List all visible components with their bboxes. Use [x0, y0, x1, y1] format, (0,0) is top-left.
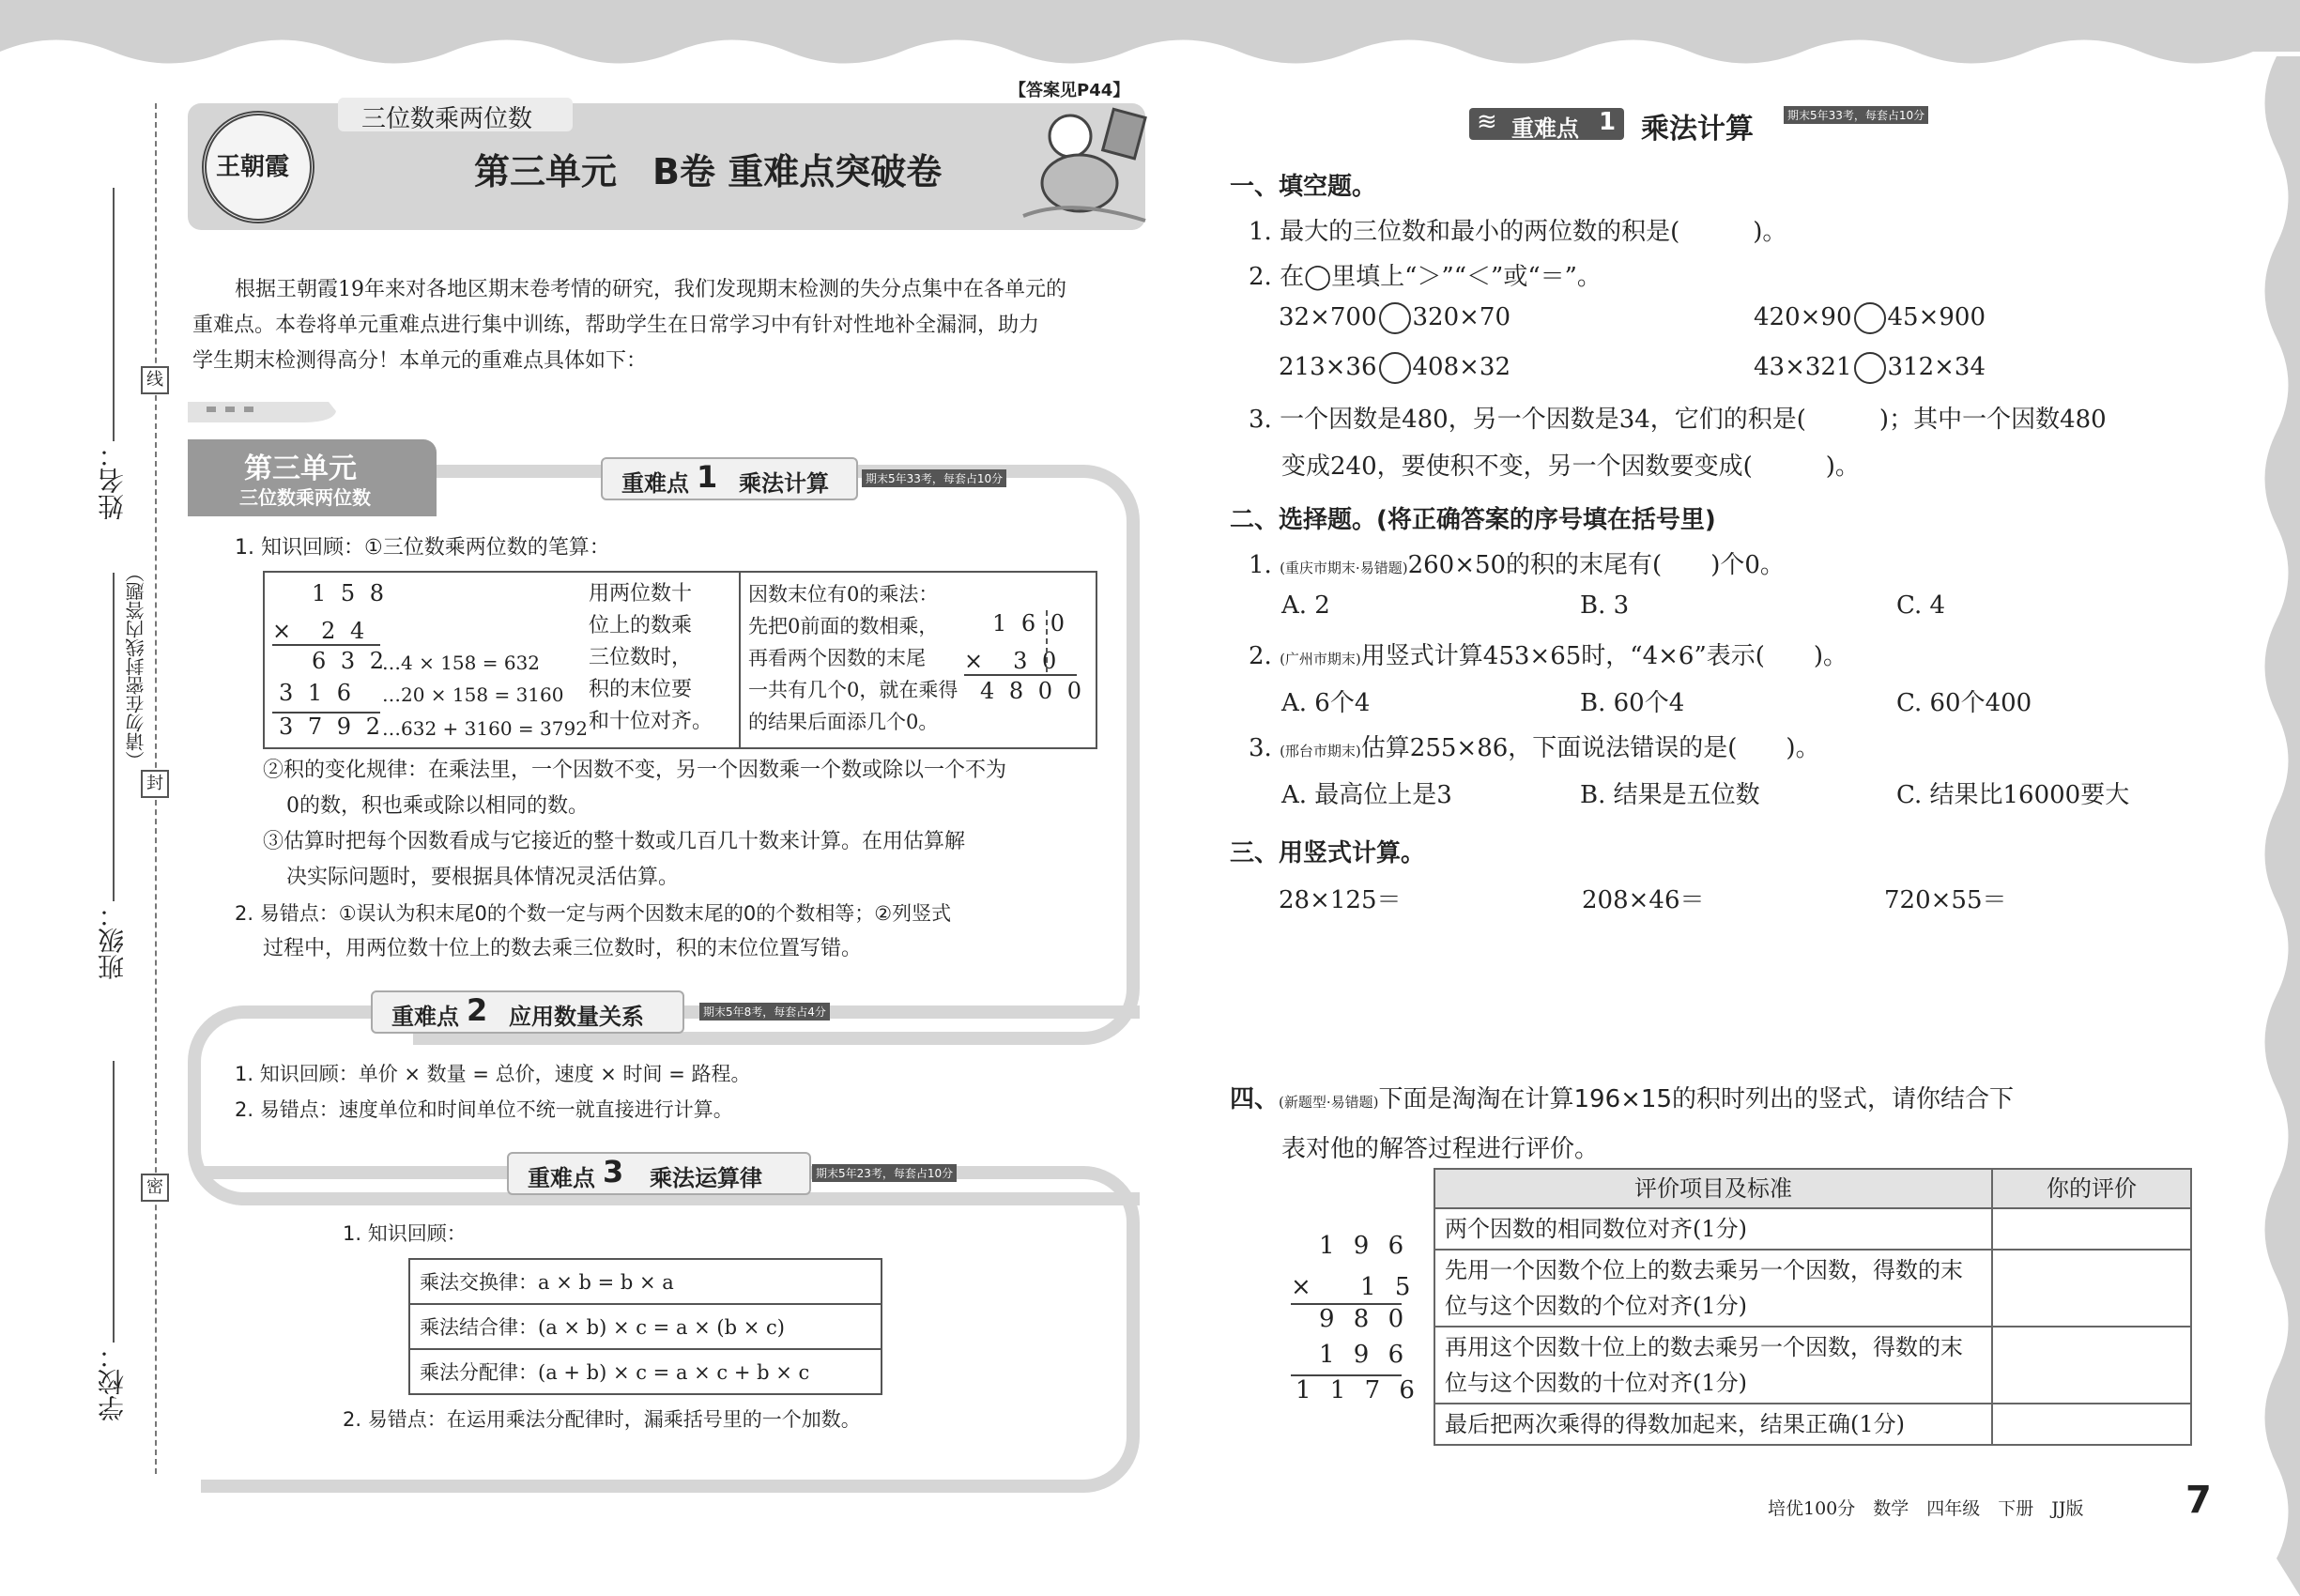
class-label: 班级： — [97, 901, 128, 980]
cmp-2 — [1754, 302, 1986, 334]
mid-text-1: 用两位数十 — [589, 582, 693, 606]
section4-number: 四、 — [1230, 1085, 1280, 1113]
calc-row-2: × 2 4 — [272, 618, 369, 644]
footer-text: 培优100分 数学 四年级 下册 JJ版 — [1768, 1498, 2084, 1519]
name-blank-line — [113, 188, 115, 441]
answer-reference: 【答案见P44】 — [1009, 81, 1130, 100]
evaluation-cell-2[interactable] — [1992, 1250, 2191, 1327]
kp1-item3-b: 决实际问题时，要根据具体情况灵活估算。 — [286, 866, 680, 889]
right-tag-prefix: 重难点 — [1511, 115, 1579, 142]
zero-calc-split — [1046, 610, 1048, 672]
calc-note-3: …632 + 3160 = 3792 — [382, 717, 588, 740]
calc-row-5: 3 7 9 2 — [279, 714, 384, 740]
kp1-item2-b: 0的数，积也乘或除以相同的数。 — [286, 794, 589, 818]
section4-text-a: 下面是淘淘在计算196×15的积时列出的竖式，请你结合下 — [1378, 1085, 2014, 1113]
kp3-number: 3 — [603, 1154, 624, 1189]
school-blank-line — [113, 1061, 115, 1343]
section2 — [1230, 498, 1785, 591]
kp3-tag — [507, 1152, 811, 1195]
c2-opt-c[interactable]: C. 60个400 — [1896, 689, 2032, 717]
cmp-3-right: 408×32 — [1412, 353, 1510, 381]
method-box-divider — [739, 573, 741, 747]
zero-calc-rule — [964, 674, 1077, 676]
logo-text: 王朝霞 — [216, 153, 290, 181]
zero-rule-text — [748, 578, 958, 738]
mid-text-2: 位上的数乘 — [589, 614, 693, 637]
cmp-4 — [1754, 352, 1986, 384]
c2-source: (广州市期末) — [1280, 651, 1361, 668]
c2: 2. (广州市期末)用竖式计算453×65时，“4×6”表示( )。 — [1249, 642, 1848, 670]
table-row — [1434, 1404, 2191, 1445]
law-associative: 乘法结合律：(a × b) × c = a × (b × c) — [409, 1304, 882, 1349]
right-section-note: 期末5年33考，每套占10分 — [1784, 106, 1928, 124]
zero-text-2: 先把0前面的数相乘， — [748, 615, 939, 637]
table-header-criteria: 评价项目及标准 — [1434, 1169, 1992, 1208]
page-number: 7 — [2185, 1479, 2212, 1522]
section4-text-b: 表对他的解答过程进行评价。 — [1281, 1135, 1600, 1163]
intro-line-1: 根据王朝霞19年来对各地区期末卷考情的研究，我们发现期末检测的失分点集中在各单元的 — [235, 278, 1066, 301]
kp1-review-intro: 1. 知识回顾：①三位数乘两位数的笔算： — [235, 536, 610, 560]
c1: 1. (重庆市期末·易错题)260×50的积的末尾有( )个0。 — [1249, 551, 1785, 579]
class-blank-line — [113, 573, 115, 901]
cmp-2-left: 420×90 — [1754, 303, 1852, 331]
kp2-prefix: 重难点 — [391, 1004, 459, 1030]
student-calc-row-1: 1 9 6 — [1319, 1232, 1410, 1260]
student-calc-row-3: 9 8 0 — [1319, 1305, 1410, 1333]
cmp-1-circle[interactable] — [1379, 302, 1411, 334]
kp3-title: 乘法运算律 — [650, 1165, 762, 1191]
vertical-calc-1: 28×125＝ — [1279, 886, 1402, 914]
calc-row-3: 6 3 2 — [312, 648, 389, 674]
unit-badge-title: 第三单元 — [244, 453, 357, 485]
zero-text-5: 的结果后面添几个0。 — [748, 711, 939, 733]
c1-source: (重庆市期末·易错题) — [1280, 560, 1408, 576]
right-content — [1230, 164, 2206, 299]
cmp-1 — [1279, 302, 1510, 334]
calc-row-1: 1 5 8 — [312, 580, 389, 606]
c3-source: (邢台市期末) — [1280, 743, 1361, 760]
right-tag-icon: ≋ — [1477, 108, 1497, 136]
kp1-title: 乘法计算 — [739, 470, 829, 497]
table-header-evaluation: 你的评价 — [1992, 1169, 2191, 1208]
kp1-item3-a: ③估算时把每个因数看成与它接近的整十数或几百几十数来计算。在用估算解 — [263, 830, 966, 853]
q1: 1. 最大的三位数和最小的两位数的积是( )。 — [1249, 218, 1787, 246]
vertical-calc-3: 720×55＝ — [1884, 886, 2007, 914]
calc-note-1: …4 × 158 = 632 — [382, 652, 541, 674]
zero-calc-row-3: 4 8 0 0 — [980, 678, 1085, 704]
section1-heading: 一、填空题。 — [1230, 173, 1377, 201]
criterion-2: 先用一个因数个位上的数去乘另一个因数，得数的末位与这个因数的个位对齐(1分) — [1434, 1250, 1992, 1327]
evaluation-cell-1[interactable] — [1992, 1208, 2191, 1250]
q2: 2. 在◯里填上“＞”“＜”或“＝”。 — [1249, 263, 1602, 291]
page-wave-border — [0, 0, 2300, 75]
c1-opt-a[interactable]: A. 2 — [1281, 591, 1330, 620]
kp3-note: 期末5年23考，每套占10分 — [812, 1164, 957, 1182]
zero-calc-row-1: 1 6 0 — [992, 610, 1069, 637]
section2-heading: 二、选择题。(将正确答案的序号填在括号里) — [1230, 506, 1716, 534]
margin-dense-char: 密 — [141, 1174, 169, 1202]
table-row — [1434, 1250, 2191, 1327]
kp1-tag — [601, 457, 858, 500]
cmp-3-left: 213×36 — [1279, 353, 1377, 381]
kp2-note: 期末5年8考，每套占4分 — [699, 1003, 830, 1021]
law-commutative: 乘法交换律：a × b = b × a — [409, 1259, 882, 1304]
cmp-1-right: 320×70 — [1412, 303, 1510, 331]
evaluation-cell-4[interactable] — [1992, 1404, 2191, 1445]
c3-text: 估算255×86，下面说法错误的是( )。 — [1360, 734, 1820, 762]
kp1-number: 1 — [697, 459, 718, 495]
kp1-err-b: 过程中，用两位数十位上的数去乘三位数时，积的末位位置写错。 — [263, 937, 863, 960]
section3-heading: 三、用竖式计算。 — [1230, 839, 1426, 867]
kp3-review: 1. 知识回顾： — [343, 1222, 467, 1245]
intro-line-3: 学生期末检测得高分！本单元的重难点具体如下： — [192, 349, 648, 373]
section4-source: (新题型·易错题) — [1279, 1094, 1379, 1111]
q3-line-b: 变成240，要使积不变，另一个因数要变成( )。 — [1281, 453, 1860, 481]
cmp-2-right: 45×900 — [1887, 303, 1986, 331]
c2-text: 用竖式计算453×65时，“4×6”表示( )。 — [1360, 642, 1848, 670]
section4-line-a — [1230, 1076, 2014, 1126]
kp2-number: 2 — [467, 992, 488, 1028]
kp3-err: 2. 易错点：在运用乘法分配律时，漏乘括号里的一个加数。 — [343, 1408, 861, 1431]
page-wave-right — [2239, 56, 2300, 1596]
c2-opt-a[interactable]: A. 6个4 — [1281, 689, 1371, 717]
publisher-logo — [202, 111, 314, 223]
evaluation-table — [1434, 1168, 2192, 1446]
q3-line-a: 3. 一个因数是480，另一个因数是34，它们的积是( )；其中一个因数480 — [1249, 406, 2107, 434]
calc-row-4: 3 1 6 — [279, 680, 356, 706]
kp2-line-1: 1. 知识回顾：单价 × 数量 = 总价，速度 × 时间 = 路程。 — [235, 1063, 751, 1085]
unit-badge — [188, 439, 437, 516]
evaluation-cell-3[interactable] — [1992, 1327, 2191, 1404]
cmp-1-left: 32×700 — [1279, 303, 1377, 331]
kp2-title: 应用数量关系 — [509, 1004, 644, 1030]
kp1-method-box — [263, 571, 1097, 749]
cmp-3-circle[interactable] — [1379, 352, 1411, 384]
cartoon-character-icon — [1014, 94, 1155, 225]
kp1-prefix: 重难点 — [621, 470, 689, 497]
calc-note-2: …20 × 158 = 3160 — [382, 683, 564, 706]
q3 — [1249, 396, 2107, 490]
right-tag-number: 1 — [1599, 108, 1617, 136]
intro-line-2: 重难点。本卷将单元重难点进行集中训练，帮助学生在日常学习中有针对性地补全漏洞，助力 — [192, 314, 1040, 337]
margin-line-char: 线 — [141, 366, 169, 394]
cmp-2-circle[interactable] — [1854, 302, 1886, 334]
c3-opt-c[interactable]: C. 结果比16000要大 — [1896, 781, 2130, 809]
criterion-1: 两个因数的相同数位对齐(1分) — [1434, 1208, 1992, 1250]
c2-opt-b[interactable]: B. 60个4 — [1580, 689, 1685, 717]
cmp-3 — [1279, 352, 1510, 384]
cmp-4-right: 312×34 — [1887, 353, 1986, 381]
kp3-prefix: 重难点 — [528, 1165, 595, 1191]
student-calc-row-5: 1 1 7 6 — [1296, 1376, 1420, 1404]
c3-opt-b[interactable]: B. 结果是五位数 — [1580, 781, 1760, 809]
kp2-tag — [371, 990, 684, 1034]
topic-label: 三位数乘两位数 — [361, 105, 533, 133]
page-title: 第三单元 B卷 重难点突破卷 — [474, 151, 943, 192]
right-section-title: 乘法计算 — [1641, 113, 1754, 146]
table-row — [1434, 1327, 2191, 1404]
zero-calc-row-2: × 3 0 — [964, 648, 1061, 674]
zero-text-1: 因数末位有0的乘法： — [748, 583, 939, 606]
school-label: 学校： — [97, 1343, 128, 1421]
kp1-item2-a: ②积的变化规律：在乘法里，一个因数不变，另一个因数乘一个数或除以一个不为 — [263, 759, 1007, 782]
c1-opt-c[interactable]: C. 4 — [1896, 591, 1946, 620]
calc-rule-1 — [272, 644, 380, 646]
criterion-4: 最后把两次乘得的得数加起来，结果正确(1分) — [1434, 1404, 1992, 1445]
unit-badge-subtitle: 三位数乘两位数 — [239, 486, 371, 509]
margin-notice: （请勿在密封线内答题） — [125, 563, 147, 770]
kp1-err-a: 2. 易错点：①误认为积末尾0的个数一定与两个因数末尾的0的个数相等；②列竖式 — [235, 902, 952, 925]
calc-explanation — [589, 578, 713, 738]
kp2-line-2: 2. 易错点：速度单位和时间单位不统一就直接进行计算。 — [235, 1098, 733, 1121]
c1-opt-b[interactable]: B. 3 — [1580, 591, 1630, 620]
laws-table — [408, 1258, 882, 1395]
section4 — [1230, 1076, 2014, 1173]
c3: 3. (邢台市期末)估算255×86，下面说法错误的是( )。 — [1249, 734, 1820, 762]
student-calc-row-2: × 1 5 — [1291, 1273, 1417, 1301]
cmp-4-left: 43×321 — [1754, 353, 1852, 381]
zero-text-3: 再看两个因数的末尾 — [748, 647, 926, 669]
c1-text: 260×50的积的末尾有( )个0。 — [1407, 551, 1785, 579]
right-tag — [1469, 108, 1624, 140]
mid-text-4: 积的末位要 — [589, 678, 693, 701]
criterion-3: 再用这个因数十位上的数去乘另一个因数，得数的末位与这个因数的十位对齐(1分) — [1434, 1327, 1992, 1404]
zero-text-4: 一共有几个0，就在乘得 — [748, 679, 958, 701]
student-calc-row-4: 1 9 6 — [1319, 1341, 1410, 1369]
cmp-4-circle[interactable] — [1854, 352, 1886, 384]
margin-seal-char: 封 — [141, 770, 169, 798]
train-icon — [188, 394, 338, 432]
vertical-calc-2: 208×46＝ — [1582, 886, 1705, 914]
table-row — [1434, 1208, 2191, 1250]
mid-text-5: 和十位对齐。 — [589, 710, 713, 733]
mid-text-3: 三位数时， — [589, 646, 693, 669]
name-label: 姓名： — [97, 441, 128, 520]
kp1-note: 期末5年33考，每套占10分 — [862, 469, 1006, 487]
c3-opt-a[interactable]: A. 最高位上是3 — [1281, 781, 1452, 809]
law-distributive: 乘法分配律：(a + b) × c = a × c + b × c — [409, 1349, 882, 1394]
